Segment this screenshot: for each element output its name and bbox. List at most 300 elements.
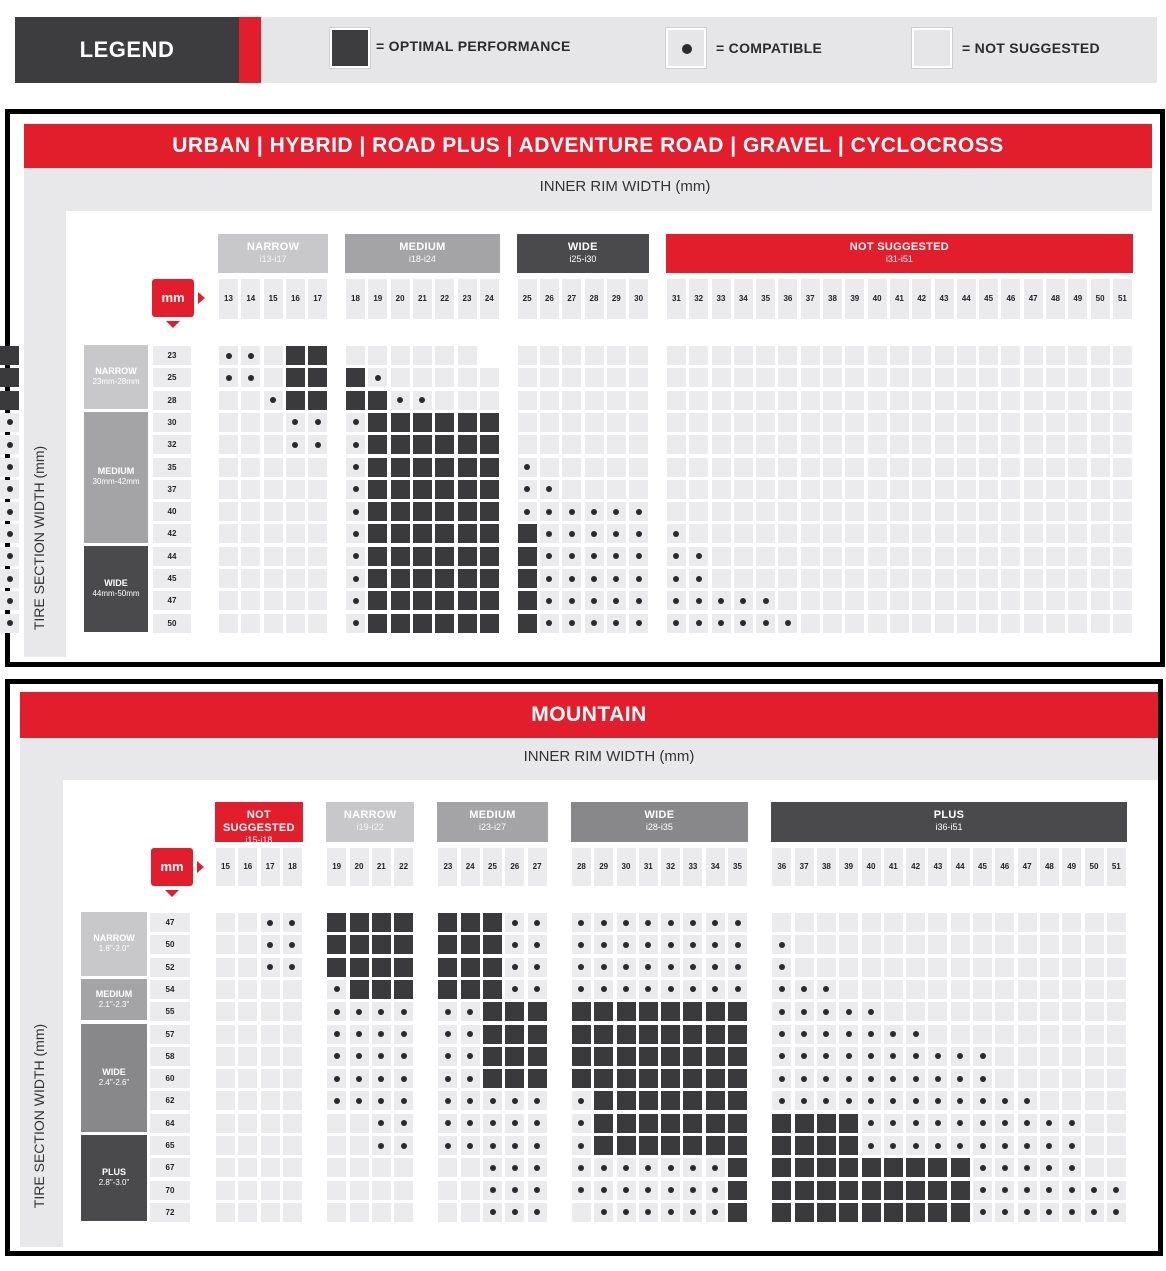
road-optimal-cell	[518, 614, 537, 633]
road-compatible-cell	[562, 524, 581, 543]
road-rim-width-label: 33	[712, 279, 731, 319]
mountain-optimal-cell	[438, 913, 457, 932]
road-not-suggested-cell	[868, 480, 887, 499]
mountain-rim-group-not-suggested	[215, 802, 303, 845]
road-not-suggested-cell	[435, 391, 454, 410]
road-not-suggested-cell	[801, 591, 820, 610]
road-optimal-cell	[435, 614, 454, 633]
mountain-optimal-cell	[706, 1025, 725, 1044]
mountain-compatible-cell	[1018, 1114, 1037, 1133]
mountain-compatible-cell	[884, 1025, 903, 1044]
mountain-not-suggested-cell	[216, 1025, 235, 1044]
mountain-compatible-cell	[372, 1002, 391, 1021]
mountain-not-suggested-cell	[350, 1136, 369, 1155]
road-not-suggested-cell	[518, 368, 537, 387]
mountain-not-suggested-cell	[862, 980, 881, 999]
road-not-suggested-cell	[1113, 391, 1132, 410]
mountain-compatible-cell	[728, 958, 747, 977]
road-not-suggested-cell	[778, 547, 797, 566]
road-compatible-cell	[540, 591, 559, 610]
road-tire-width-label: 37	[153, 480, 191, 499]
mountain-chart-title: MOUNTAIN	[20, 692, 1158, 738]
mountain-not-suggested-cell	[216, 1091, 235, 1110]
mountain-optimal-cell	[639, 1025, 658, 1044]
road-compatible-cell	[540, 569, 559, 588]
mountain-not-suggested-cell	[1107, 1136, 1126, 1155]
road-compatible-cell	[0, 413, 19, 432]
road-not-suggested-cell	[264, 614, 283, 633]
road-not-suggested-cell	[689, 524, 708, 543]
mountain-compatible-cell	[461, 1114, 480, 1133]
mountain-not-suggested-cell	[1107, 1158, 1126, 1177]
road-not-suggested-cell	[435, 346, 454, 365]
mountain-compatible-cell	[973, 1091, 992, 1110]
road-not-suggested-cell	[241, 569, 260, 588]
mountain-not-suggested-cell	[1018, 935, 1037, 954]
road-not-suggested-cell	[734, 391, 753, 410]
mountain-not-suggested-cell	[1018, 1069, 1037, 1088]
mountain-not-suggested-cell	[1085, 958, 1104, 977]
road-compatible-cell	[629, 614, 648, 633]
road-not-suggested-cell	[286, 524, 305, 543]
road-rim-width-label: 43	[935, 279, 954, 319]
mountain-compatible-cell	[706, 935, 725, 954]
mountain-optimal-cell	[594, 1047, 613, 1066]
mountain-not-suggested-cell	[283, 1091, 302, 1110]
road-rim-width-label: 40	[868, 279, 887, 319]
mountain-compatible-cell	[394, 1136, 413, 1155]
road-not-suggested-cell	[607, 391, 626, 410]
road-not-suggested-cell	[756, 547, 775, 566]
mountain-not-suggested-cell	[238, 1025, 257, 1044]
mountain-rim-width-label: 22	[394, 848, 413, 886]
mountain-optimal-cell	[327, 935, 346, 954]
road-not-suggested-cell	[912, 547, 931, 566]
mountain-compatible-cell	[1018, 1181, 1037, 1200]
mountain-compatible-cell	[928, 1114, 947, 1133]
road-not-suggested-cell	[585, 435, 604, 454]
road-not-suggested-cell	[286, 591, 305, 610]
road-compatible-cell	[346, 502, 365, 521]
mountain-compatible-cell	[572, 980, 591, 999]
road-not-suggested-cell	[712, 435, 731, 454]
road-not-suggested-cell	[308, 524, 327, 543]
road-not-suggested-cell	[1091, 547, 1110, 566]
mountain-compatible-cell	[483, 1114, 502, 1133]
mountain-not-suggested-cell	[973, 1025, 992, 1044]
road-not-suggested-cell	[286, 502, 305, 521]
mountain-not-suggested-cell	[906, 958, 925, 977]
road-optimal-cell	[435, 413, 454, 432]
legend-not-suggested-label: = NOT SUGGESTED	[962, 40, 1100, 56]
mountain-compatible-cell	[617, 980, 636, 999]
road-rim-group-name: NOT SUGGESTED	[849, 241, 950, 253]
road-not-suggested-cell	[712, 413, 731, 432]
mountain-compatible-cell	[1062, 1181, 1081, 1200]
road-rim-width-label: 13	[219, 279, 238, 319]
road-not-suggested-cell	[823, 502, 842, 521]
road-not-suggested-cell	[845, 547, 864, 566]
mountain-compatible-cell	[884, 1091, 903, 1110]
mountain-optimal-cell	[505, 1069, 524, 1088]
mountain-rim-group-plus	[771, 802, 1127, 842]
mountain-rim-width-label: 27	[528, 848, 547, 886]
road-optimal-cell	[413, 524, 432, 543]
road-not-suggested-cell	[1024, 591, 1043, 610]
mountain-not-suggested-cell	[884, 935, 903, 954]
road-not-suggested-cell	[912, 368, 931, 387]
mountain-tire-width-label: 70	[150, 1181, 190, 1200]
mountain-not-suggested-cell	[973, 1002, 992, 1021]
mountain-compatible-cell	[973, 1047, 992, 1066]
mountain-optimal-cell	[706, 1136, 725, 1155]
mountain-compatible-cell	[350, 1091, 369, 1110]
mountain-compatible-cell	[1062, 1203, 1081, 1222]
mountain-optimal-cell	[394, 913, 413, 932]
mountain-compatible-cell	[327, 1025, 346, 1044]
mountain-not-suggested-cell	[995, 1002, 1014, 1021]
road-not-suggested-cell	[1068, 524, 1087, 543]
mountain-not-suggested-cell	[1062, 935, 1081, 954]
road-optimal-cell	[518, 547, 537, 566]
road-not-suggested-cell	[868, 458, 887, 477]
mountain-optimal-cell	[884, 1203, 903, 1222]
road-compatible-cell	[0, 547, 19, 566]
road-not-suggested-cell	[756, 346, 775, 365]
road-not-suggested-cell	[1046, 480, 1065, 499]
mountain-compatible-cell	[528, 913, 547, 932]
mountain-compatible-cell	[839, 1002, 858, 1021]
mountain-compatible-cell	[951, 1091, 970, 1110]
mountain-compatible-cell	[795, 1025, 814, 1044]
road-rim-group-narrow	[218, 234, 328, 273]
road-optimal-cell	[346, 391, 365, 410]
mountain-optimal-cell	[483, 1025, 502, 1044]
mountain-compatible-cell	[483, 1091, 502, 1110]
mountain-compatible-cell	[617, 958, 636, 977]
road-optimal-cell	[480, 614, 499, 633]
road-not-suggested-cell	[801, 413, 820, 432]
mountain-rim-width-label: 15	[216, 848, 235, 886]
mountain-optimal-cell	[505, 1047, 524, 1066]
mountain-compatible-cell	[617, 913, 636, 932]
mountain-not-suggested-cell	[238, 1047, 257, 1066]
optimal-swatch-icon	[330, 28, 370, 68]
road-compatible-cell	[629, 569, 648, 588]
road-not-suggested-cell	[712, 391, 731, 410]
road-tire-width-label: 28	[153, 391, 191, 410]
mountain-optimal-cell	[862, 1158, 881, 1177]
mountain-not-suggested-cell	[261, 1114, 280, 1133]
mountain-optimal-cell	[728, 1158, 747, 1177]
road-optimal-cell	[391, 591, 410, 610]
road-compatible-cell	[346, 547, 365, 566]
road-not-suggested-cell	[667, 368, 686, 387]
road-tire-width-label: 42	[153, 524, 191, 543]
mountain-rim-width-label: 42	[906, 848, 925, 886]
road-optimal-cell	[368, 591, 387, 610]
mountain-not-suggested-cell	[216, 1047, 235, 1066]
road-not-suggested-cell	[778, 413, 797, 432]
road-compatible-cell	[689, 547, 708, 566]
road-not-suggested-cell	[264, 591, 283, 610]
mountain-optimal-cell	[728, 1181, 747, 1200]
mountain-not-suggested-cell	[283, 1136, 302, 1155]
mountain-optimal-cell	[728, 1069, 747, 1088]
mountain-not-suggested-cell	[461, 1158, 480, 1177]
road-not-suggested-cell	[957, 391, 976, 410]
mountain-compatible-cell	[772, 958, 791, 977]
road-compatible-cell	[629, 547, 648, 566]
road-not-suggested-cell	[845, 502, 864, 521]
road-not-suggested-cell	[264, 524, 283, 543]
mountain-compatible-cell	[683, 935, 702, 954]
mountain-compatible-cell	[617, 1203, 636, 1222]
mountain-not-suggested-cell	[1085, 935, 1104, 954]
road-not-suggested-cell	[1001, 502, 1020, 521]
mountain-compatible-cell	[772, 980, 791, 999]
mountain-not-suggested-cell	[283, 1025, 302, 1044]
road-rim-group-range: i13-i17	[259, 254, 287, 264]
road-compatible-cell	[667, 591, 686, 610]
road-not-suggested-cell	[518, 391, 537, 410]
road-not-suggested-cell	[845, 614, 864, 633]
road-not-suggested-cell	[540, 458, 559, 477]
road-not-suggested-cell	[957, 480, 976, 499]
road-not-suggested-cell	[1001, 480, 1020, 499]
road-not-suggested-cell	[286, 547, 305, 566]
road-optimal-cell	[391, 413, 410, 432]
road-rim-width-label: 47	[1024, 279, 1043, 319]
mountain-tire-group-medium	[81, 979, 147, 1021]
mountain-compatible-cell	[973, 1181, 992, 1200]
mountain-not-suggested-cell	[951, 1002, 970, 1021]
mountain-rim-width-label: 36	[772, 848, 791, 886]
mountain-compatible-cell	[283, 913, 302, 932]
road-not-suggested-cell	[734, 524, 753, 543]
mountain-rim-width-label: 19	[327, 848, 346, 886]
road-not-suggested-cell	[890, 458, 909, 477]
road-compatible-cell	[756, 591, 775, 610]
mountain-not-suggested-cell	[572, 1203, 591, 1222]
mountain-compatible-cell	[884, 1114, 903, 1133]
road-not-suggested-cell	[1091, 413, 1110, 432]
road-not-suggested-cell	[1046, 547, 1065, 566]
mountain-not-suggested-cell	[216, 1136, 235, 1155]
road-not-suggested-cell	[1091, 435, 1110, 454]
mountain-compatible-cell	[817, 1091, 836, 1110]
mountain-optimal-cell	[772, 1136, 791, 1155]
road-compatible-cell	[607, 591, 626, 610]
mountain-compatible-cell	[572, 1181, 591, 1200]
road-not-suggested-cell	[562, 391, 581, 410]
road-rim-width-label: 27	[562, 279, 581, 319]
mountain-not-suggested-cell	[1062, 913, 1081, 932]
mountain-not-suggested-cell	[261, 1203, 280, 1222]
road-not-suggested-cell	[778, 591, 797, 610]
road-optimal-cell	[391, 458, 410, 477]
mountain-compatible-cell	[639, 980, 658, 999]
road-compatible-cell	[689, 591, 708, 610]
mountain-not-suggested-cell	[438, 1203, 457, 1222]
mountain-compatible-cell	[572, 958, 591, 977]
mountain-rim-width-label: 29	[594, 848, 613, 886]
mountain-optimal-cell	[572, 1025, 591, 1044]
mountain-compatible-cell	[327, 980, 346, 999]
mountain-compatible-cell	[572, 1158, 591, 1177]
mountain-rim-width-label: 16	[238, 848, 257, 886]
mountain-chart-xlabel: INNER RIM WIDTH (mm)	[523, 748, 695, 765]
road-not-suggested-cell	[1024, 346, 1043, 365]
mountain-compatible-cell	[772, 935, 791, 954]
road-compatible-cell	[0, 614, 19, 633]
road-not-suggested-cell	[890, 391, 909, 410]
mountain-rim-width-label: 17	[261, 848, 280, 886]
mountain-not-suggested-cell	[238, 958, 257, 977]
mountain-compatible-cell	[706, 980, 725, 999]
mountain-compatible-cell	[438, 1114, 457, 1133]
road-optimal-cell	[480, 458, 499, 477]
mountain-not-suggested-cell	[839, 913, 858, 932]
mountain-not-suggested-cell	[995, 1069, 1014, 1088]
road-not-suggested-cell	[868, 547, 887, 566]
mountain-not-suggested-cell	[1018, 913, 1037, 932]
road-not-suggested-cell	[1068, 458, 1087, 477]
road-chart-title: URBAN | HYBRID | ROAD PLUS | ADVENTURE ROAD | GRAVEL | CYCLOCROSS	[24, 124, 1152, 168]
road-not-suggested-cell	[1068, 368, 1087, 387]
road-rim-width-label: 41	[890, 279, 909, 319]
mountain-optimal-cell	[594, 1136, 613, 1155]
road-not-suggested-cell	[629, 435, 648, 454]
road-rim-width-label: 39	[845, 279, 864, 319]
road-not-suggested-cell	[1113, 346, 1132, 365]
road-not-suggested-cell	[667, 435, 686, 454]
road-not-suggested-cell	[845, 413, 864, 432]
mountain-not-suggested-cell	[973, 935, 992, 954]
mountain-not-suggested-cell	[283, 1114, 302, 1133]
mountain-not-suggested-cell	[1085, 1002, 1104, 1021]
road-tire-group-name: WIDE	[104, 577, 128, 588]
mountain-compatible-cell	[528, 1091, 547, 1110]
road-not-suggested-cell	[868, 569, 887, 588]
mountain-compatible-cell	[683, 1203, 702, 1222]
road-not-suggested-cell	[935, 480, 954, 499]
road-not-suggested-cell	[868, 413, 887, 432]
road-compatible-cell	[667, 614, 686, 633]
road-not-suggested-cell	[734, 458, 753, 477]
road-compatible-cell	[607, 524, 626, 543]
road-compatible-cell	[629, 591, 648, 610]
mountain-compatible-cell	[683, 1158, 702, 1177]
road-not-suggested-cell	[868, 591, 887, 610]
road-optimal-cell	[518, 569, 537, 588]
mountain-not-suggested-cell	[238, 1136, 257, 1155]
mountain-not-suggested-cell	[216, 1069, 235, 1088]
road-optimal-cell	[458, 502, 477, 521]
mountain-optimal-cell	[683, 1002, 702, 1021]
road-not-suggested-cell	[689, 480, 708, 499]
road-tire-group-range: 30mm-42mm	[92, 477, 140, 487]
road-optimal-cell	[480, 569, 499, 588]
road-optimal-cell	[480, 547, 499, 566]
road-compatible-cell	[241, 346, 260, 365]
road-rim-width-label: 24	[480, 279, 499, 319]
mountain-not-suggested-cell	[238, 913, 257, 932]
mountain-optimal-cell	[639, 1069, 658, 1088]
road-not-suggested-cell	[1046, 569, 1065, 588]
mountain-not-suggested-cell	[283, 1047, 302, 1066]
road-optimal-cell	[458, 614, 477, 633]
mountain-compatible-cell	[839, 1069, 858, 1088]
mountain-optimal-cell	[639, 1136, 658, 1155]
mountain-compatible-cell	[661, 913, 680, 932]
road-tire-width-label: 47	[153, 591, 191, 610]
mountain-compatible-cell	[350, 1047, 369, 1066]
mountain-not-suggested-cell	[995, 935, 1014, 954]
mountain-optimal-cell	[594, 1114, 613, 1133]
mountain-rim-group-name: WIDE	[644, 809, 675, 821]
road-not-suggested-cell	[734, 480, 753, 499]
mountain-not-suggested-cell	[216, 958, 235, 977]
mountain-not-suggested-cell	[372, 1203, 391, 1222]
mountain-optimal-cell	[461, 935, 480, 954]
mountain-tire-width-label: 54	[150, 980, 190, 999]
mountain-compatible-cell	[973, 1069, 992, 1088]
road-compatible-cell	[308, 413, 327, 432]
road-not-suggested-cell	[801, 524, 820, 543]
mountain-not-suggested-cell	[1018, 1002, 1037, 1021]
road-not-suggested-cell	[264, 547, 283, 566]
road-optimal-cell	[391, 502, 410, 521]
road-not-suggested-cell	[868, 614, 887, 633]
mountain-compatible-cell	[661, 935, 680, 954]
mountain-compatible-cell	[817, 980, 836, 999]
mountain-compatible-cell	[995, 1181, 1014, 1200]
road-compatible-cell	[562, 614, 581, 633]
road-compatible-cell	[346, 524, 365, 543]
road-not-suggested-cell	[935, 391, 954, 410]
mountain-compatible-cell	[372, 1114, 391, 1133]
road-not-suggested-cell	[778, 480, 797, 499]
road-not-suggested-cell	[801, 480, 820, 499]
road-rim-width-label: 29	[607, 279, 626, 319]
mountain-compatible-cell	[728, 980, 747, 999]
mountain-optimal-cell	[683, 1047, 702, 1066]
mountain-compatible-cell	[617, 1181, 636, 1200]
road-not-suggested-cell	[1068, 614, 1087, 633]
mountain-compatible-cell	[394, 1025, 413, 1044]
mountain-not-suggested-cell	[216, 935, 235, 954]
road-not-suggested-cell	[585, 413, 604, 432]
mountain-compatible-cell	[995, 1158, 1014, 1177]
road-not-suggested-cell	[1068, 435, 1087, 454]
road-compatible-cell	[346, 591, 365, 610]
road-rim-group-wide	[517, 234, 650, 273]
road-not-suggested-cell	[890, 614, 909, 633]
mountain-optimal-cell	[906, 1203, 925, 1222]
mountain-compatible-cell	[505, 1136, 524, 1155]
road-compatible-cell	[756, 614, 775, 633]
road-optimal-cell	[368, 614, 387, 633]
road-not-suggested-cell	[1024, 480, 1043, 499]
mountain-not-suggested-cell	[238, 1069, 257, 1088]
mountain-optimal-cell	[661, 1091, 680, 1110]
road-not-suggested-cell	[823, 458, 842, 477]
mountain-compatible-cell	[795, 1069, 814, 1088]
road-not-suggested-cell	[308, 502, 327, 521]
road-compatible-cell	[346, 458, 365, 477]
mountain-rim-width-label: 46	[995, 848, 1014, 886]
